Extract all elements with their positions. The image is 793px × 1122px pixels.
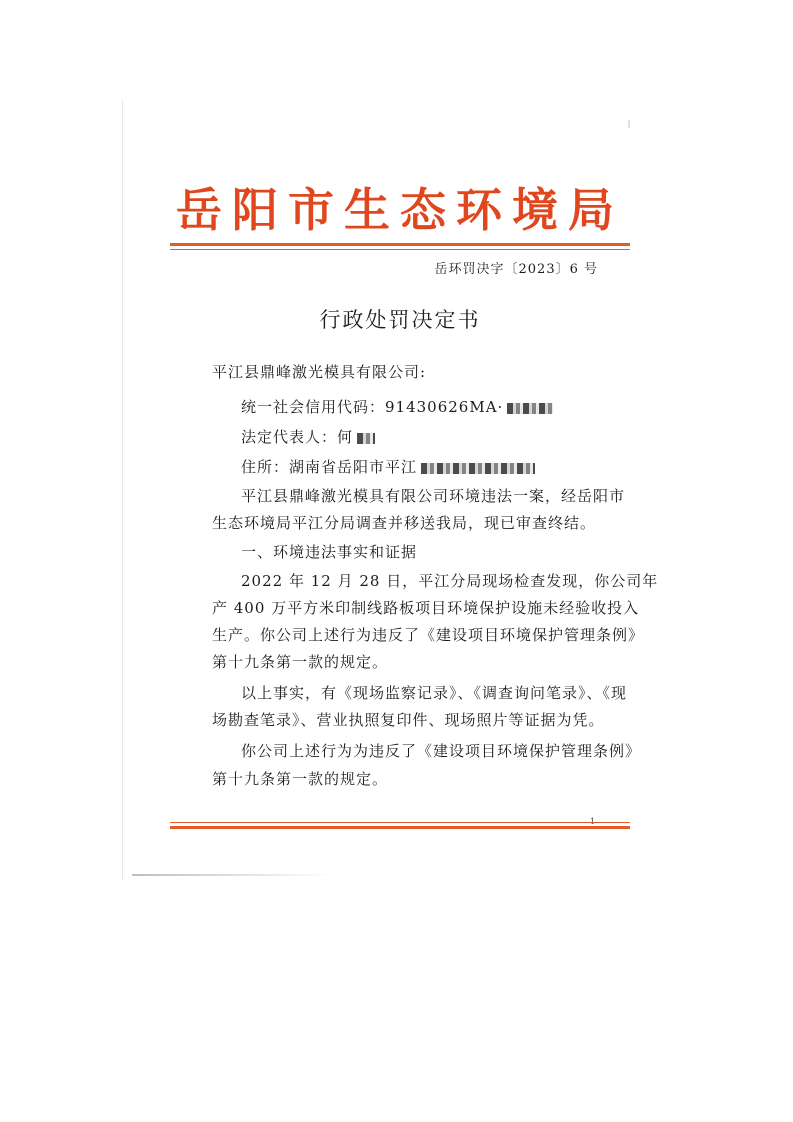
paragraph-line: 生产。你公司上述行为违反了《建设项目环境保护管理条例》 [212, 626, 645, 644]
footer-divider-thin [170, 822, 630, 823]
legal-representative-line [241, 427, 375, 447]
paragraph-line: 你公司上述行为为违反了《建设项目环境保护管理条例》 [241, 742, 642, 760]
scan-edge [628, 120, 630, 128]
paragraph-line: 2022 年 12 月 28 日，平江分局现场检查发现，你公司年 [241, 572, 659, 590]
section-heading: 一、环境违法事实和证据 [241, 543, 418, 561]
address-line [241, 457, 535, 477]
document-title: 行政处罚决定书 [319, 308, 481, 332]
redaction-mark [421, 463, 535, 474]
scan-edge [132, 874, 332, 876]
document-number: 岳环罚决字〔2023〕6 号 [434, 262, 598, 277]
paragraph-line: 生态环境局平江分局调查并移送我局，现已审查终结。 [212, 514, 597, 532]
paragraph-line: 产 400 万平方米印制线路板项目环境保护设施未经验收投入 [212, 599, 640, 617]
legal-representative-text: 法定代表人：何 [241, 428, 354, 446]
scan-edge [122, 100, 123, 880]
credit-code-text: 统一社会信用代码：91430626MA· [241, 398, 504, 416]
footer-divider-thick [170, 826, 630, 829]
agency-letterhead: 岳阳市生态环境局 [176, 183, 624, 237]
credit-code-line [241, 397, 553, 417]
addressee: 平江县鼎峰激光模具有限公司: [212, 363, 427, 381]
redaction-mark [507, 403, 553, 414]
letterhead-divider-thin [170, 249, 630, 250]
address-text: 住所：湖南省岳阳市平江 [241, 458, 418, 476]
paragraph-line: 第十九条第一款的规定。 [212, 653, 389, 671]
paragraph-line: 平江县鼎峰激光模具有限公司环境违法一案，经岳阳市 [241, 487, 626, 505]
paragraph-line: 场勘查笔录》、营业执照复印件、现场照片等证据为凭。 [212, 711, 605, 729]
letterhead-divider-thick [170, 243, 630, 246]
redaction-mark [357, 433, 375, 444]
paragraph-line: 以上事实，有《现场监察记录》、《调查询问笔录》、《现 [241, 684, 628, 702]
paragraph-line: 第十九条第一款的规定。 [212, 770, 389, 788]
